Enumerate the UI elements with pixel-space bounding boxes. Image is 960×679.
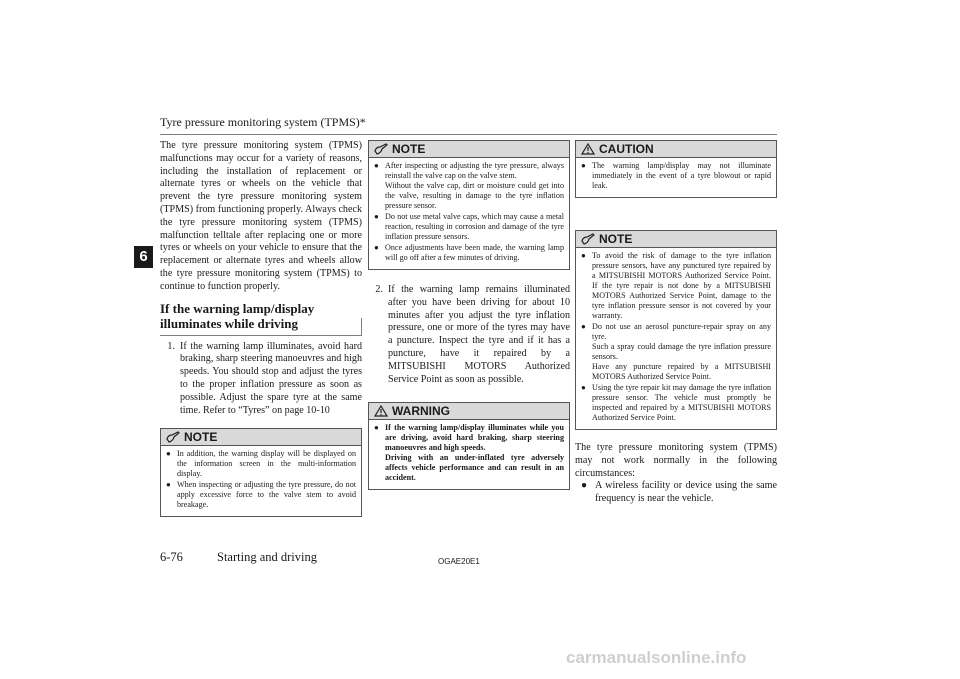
bullet-dot-icon: ● — [374, 161, 379, 170]
caution-triangle-icon — [580, 143, 596, 156]
bullet-dot-icon: ● — [581, 161, 586, 170]
note-bullet — [374, 243, 564, 263]
outro-paragraph: The tyre pressure monitoring system (TPMS) may not work normally in the following circumstances: — [575, 442, 777, 479]
step-1 — [160, 341, 362, 418]
warning-bullet — [374, 423, 564, 483]
note-box-title — [161, 429, 361, 446]
note-text: After inspecting or adjusting the tyre pressure, always reinstall the valve cap on the valve stem. — [385, 161, 564, 180]
bullet-dot-icon: ● — [374, 212, 379, 221]
note-bullet — [166, 480, 356, 510]
step-2 — [368, 284, 570, 386]
footer-section-title: Starting and driving — [217, 550, 317, 564]
bullet-dot-icon: ● — [374, 423, 379, 433]
note-bullet-text: Once adjustments have been made, the warning lamp will go off after a few minutes of driving. — [385, 243, 564, 262]
header-title: Tyre pressure monitoring system (TPMS)* — [160, 115, 366, 129]
bullet-dot-icon: ● — [581, 383, 586, 392]
caution-box-title — [576, 141, 776, 158]
list-item — [581, 480, 777, 506]
header-rule — [160, 134, 777, 135]
note-bullet-text: Using the tyre repair kit may damage the tyre inflation pressure sensor. The vehicle must promptly be inspected and repaired by a MITSUBISHI MOTORS Authorized Service Point. — [592, 383, 771, 422]
column-3 — [575, 140, 777, 506]
page-number: 6-76 — [160, 550, 183, 564]
bullet-dot-icon: ● — [166, 480, 171, 490]
intro-paragraph: The tyre pressure monitoring system (TPMS) malfunctions may occur for a variety of reasons, including the installation of replacement or alternate tyres or wheels on the vehicle that prevent the tyre pressure monitoring system (TPMS) from functioning properly. Always check the tyre pressure monitoring system (TPMS) malfunction telltale after replacing one or more tyres or wheels on your vehicle to ensure that the replacement or alternate tyres and wheels allow the tyre pressure monitoring system (TPMS) to continue to function properly. — [160, 140, 362, 292]
section-heading: If the warning lamp/display illuminates while driving — [160, 301, 362, 336]
caution-bullet-text: The warning lamp/display may not illuminate immediately in the event of a tyre blowout or rapid leak. — [592, 161, 771, 190]
warning-text: If the warning lamp/display illuminates while you are driving, avoid hard braking, sharp steering manoeuvres and high speeds. — [385, 423, 564, 453]
note-bullet — [374, 161, 564, 211]
note-bullet-text: To avoid the risk of damage to the tyre inflation pressure sensors, have any punctured tyre repaired by a MITSUBISHI MOTORS Authorized Service Point. If the tyre repair is not done by a MITSUBISHI MOTORS Authorized Service Point, damage to the tyre inflation pressure sensor is not covered by your warranty. — [592, 251, 771, 320]
hand-pen-icon — [165, 431, 181, 444]
hand-pen-icon — [580, 233, 596, 246]
step-number: 1. — [167, 340, 175, 352]
caution-bullet — [581, 161, 771, 191]
bullet-dot-icon: ● — [581, 251, 586, 260]
note-bullet — [581, 251, 771, 321]
step-text: If the warning lamp remains illuminated after you have been driving for about 10 minutes after you adjust the tyre inflation pressure, one or more of the tyres may have a puncture. Inspect the tyre and if it has a puncture, have it repaired by a MITSUBISHI MOTORS Authorized Service Point as soon as possible. — [388, 284, 570, 385]
note-box-title — [369, 141, 569, 158]
note-box — [368, 140, 570, 270]
note-label: NOTE — [599, 232, 633, 246]
warning-label: WARNING — [392, 404, 450, 419]
chapter-tab: 6 — [134, 246, 153, 268]
step-text: If the warning lamp illuminates, avoid hard braking, sharp steering manoeuvres and high speeds. You should stop and adjust the tyres to the proper inflation pressure as soon as possible. Adjust the spare tyre at the same time. Refer to “Tyres” on page 10-10 — [180, 340, 362, 416]
note-bullet — [581, 383, 771, 423]
caution-box — [575, 140, 777, 198]
warning-text: Driving with an under-inflated tyre adversely affects vehicle performance and can result in an accident. — [385, 453, 564, 483]
note-bullet — [581, 322, 771, 382]
caution-label: CAUTION — [599, 142, 654, 156]
note-text: Without the valve cap, dirt or moisture could get into the valve, resulting in damage to the tyre inflation pressure sensor. — [385, 181, 564, 210]
note-box — [575, 230, 777, 430]
bullet-dot-icon: ● — [374, 243, 379, 252]
watermark: carmanualsonline.info — [566, 648, 747, 667]
bullet-dot-icon: ● — [581, 322, 586, 331]
warning-box-title — [369, 403, 569, 420]
document-code: OGAE20E1 — [438, 557, 480, 566]
note-bullet-text — [385, 161, 564, 211]
note-bullet-text: When inspecting or adjusting the tyre pressure, do not apply excessive force to the valve stem to avoid breakage. — [177, 480, 356, 510]
column-1 — [160, 140, 362, 517]
note-bullet-text: In addition, the warning display will be displayed on the information screen in the multi-information display. — [177, 449, 356, 479]
bullet-dot-icon: ● — [166, 449, 171, 459]
warning-bullet-text — [385, 423, 564, 483]
warning-triangle-icon — [373, 405, 389, 418]
note-bullet — [374, 212, 564, 242]
column-2 — [368, 140, 570, 490]
list-item-text: A wireless facility or device using the same frequency is near the vehicle. — [595, 480, 777, 505]
warning-box — [368, 402, 570, 490]
note-bullet-text: Do not use metal valve caps, which may cause a metal reaction, resulting in corrosion and damage of the tyre inflation pressure sensors. — [385, 212, 564, 241]
bullet-dot-icon: ● — [581, 480, 588, 492]
note-text: Have any puncture repaired by a MITSUBISHI MOTORS Authorized Service Point. — [592, 362, 771, 381]
note-text: Do not use an aerosol puncture-repair spray on any tyre. — [592, 322, 771, 341]
hand-pen-icon — [373, 143, 389, 156]
note-label: NOTE — [184, 430, 218, 445]
note-box-title — [576, 231, 776, 248]
note-bullet-text — [592, 322, 771, 382]
step-number: 2. — [375, 284, 383, 295]
note-label: NOTE — [392, 142, 426, 156]
note-box — [160, 428, 362, 517]
note-bullet — [166, 449, 356, 479]
note-text: Such a spray could damage the tyre inflation pressure sensors. — [592, 342, 771, 361]
